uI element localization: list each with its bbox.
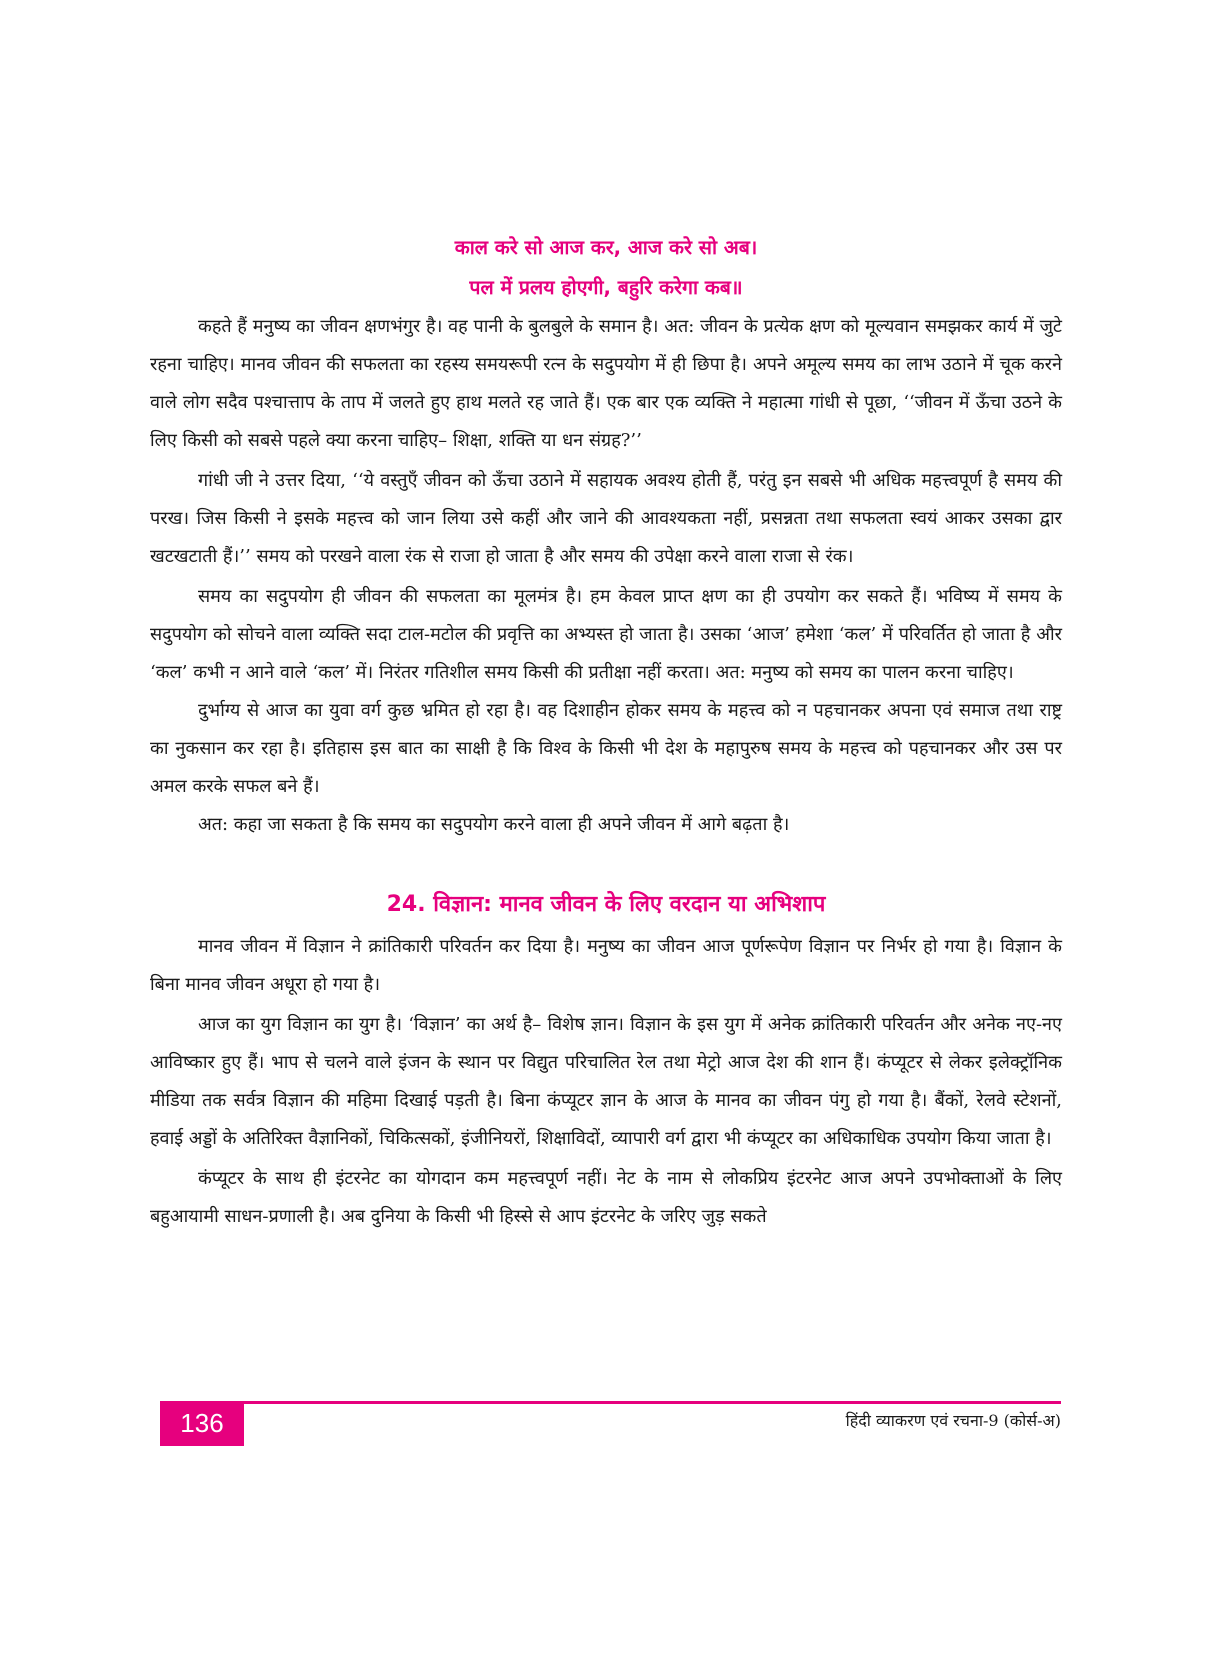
paragraph: कहते हैं मनुष्य का जीवन क्षणभंगुर है। वह पानी के बुलबुले के समान है। अत: जीवन के प्रत्येक क्षण को मूल्यवान समझकर कार्य में जुटे रहना चाहिए। मानव जीवन की सफलता का रहस्य समयरूपी रत्न के सदुपयोग में ही छिपा है। अपने अमूल्य समय का लाभ उठाने में चूक करने वाले लोग सदैव पश्चात्ताप के ताप में जलते हुए हाथ मलते रह जाते हैं। एक बार एक व्यक्ति ने महात्मा गांधी से पूछा, ‘‘जीवन में ऊँचा उठने के लिए किसी को सबसे पहले क्या करना चाहिए– शिक्षा, शक्ति या धन संग्रह?’’ bbox=[150, 316, 1062, 451]
paragraph: समय का सदुपयोग ही जीवन की सफलता का मूलमंत्र है। हम केवल प्राप्त क्षण का ही उपयोग कर सकते हैं। भविष्य में समय के सदुपयोग को सोचने वाला व्यक्ति सदा टाल-मटोल की प्रवृत्ति का अभ्यस्त हो जाता है। उसका ‘आज’ हमेशा ‘कल’ में परिवर्तित हो जाता है और ‘कल’ कभी न आने वाले ‘कल’ में। निरंतर गतिशील समय किसी की प्रतीक्षा नहीं करता। अत: मनुष्य को समय का पालन करना चाहिए। bbox=[150, 586, 1062, 683]
paragraph: मानव जीवन में विज्ञान ने क्रांतिकारी परिवर्तन कर दिया है। मनुष्य का जीवन आज पूर्णरूपेण विज्ञान पर निर्भर हो गया है। विज्ञान के बिना मानव जीवन अधूरा हो गया है। bbox=[150, 936, 1062, 995]
footer-rule bbox=[160, 1401, 1061, 1404]
couplet bbox=[150, 228, 1062, 308]
paragraph: दुर्भाग्य से आज का युवा वर्ग कुछ भ्रमित हो रहा है। वह दिशाहीन होकर समय के महत्त्व को न पहचानकर अपना एवं समाज तथा राष्ट्र का नुकसान कर रहा है। इतिहास इस बात का साक्षी है कि विश्व के किसी भी देश के महापुरुष समय के महत्त्व को पहचानकर और उस पर अमल करके सफल बने हैं। bbox=[150, 700, 1062, 797]
couplet-line-1: काल करे सो आज कर, आज करे सो अब। bbox=[454, 236, 758, 259]
section-heading: 24. विज्ञान: मानव जीवन के लिए वरदान या अभिशाप bbox=[386, 892, 826, 917]
book-title: हिंदी व्याकरण एवं रचना-9 (कोर्स-अ) bbox=[845, 1411, 1061, 1430]
page-footer bbox=[160, 1401, 1061, 1447]
paragraph: कंप्यूटर के साथ ही इंटरनेट का योगदान कम महत्त्वपूर्ण नहीं। नेट के नाम से लोकप्रिय इंटरनेट आज अपने उपभोक्ताओं के लिए बहुआयामी साधन-प्रणाली है। अब दुनिया के किसी भी हिस्से से आप इंटरनेट के जरिए जुड़ सकते bbox=[150, 1168, 1062, 1227]
essay-time bbox=[150, 308, 1062, 844]
paragraph: गांधी जी ने उत्तर दिया, ‘‘ये वस्तुएँ जीवन को ऊँचा उठाने में सहायक अवश्य होती हैं, परंतु इन सबसे भी अधिक महत्त्वपूर्ण है समय की परख। जिस किसी ने इसके महत्त्व को जान लिया उसे कहीं और जाने की आवश्यकता नहीं, प्रसन्नता तथा सफलता स्वयं आकर उसका द्वार खटखटाती हैं।’’ समय को परखने वाला रंक से राजा हो जाता है और समय की उपेक्षा करने वाला राजा से रंक। bbox=[150, 470, 1062, 567]
couplet-line-2: पल में प्रलय होएगी, बहुरि करेगा कब॥ bbox=[469, 276, 743, 299]
paragraph: आज का युग विज्ञान का युग है। ‘विज्ञान’ का अर्थ है– विशेष ज्ञान। विज्ञान के इस युग में अनेक क्रांतिकारी परिवर्तन और अनेक नए-नए आविष्कार हुए हैं। भाप से चलने वाले इंजन के स्थान पर विद्युत परिचालित रेल तथा मेट्रो आज देश की शान हैं। कंप्यूटर से लेकर इलेक्ट्रॉनिक मीडिया तक सर्वत्र विज्ञान की महिमा दिखाई पड़ती है। बिना कंप्यूटर ज्ञान के आज के मानव का जीवन पंगु हो गया है। बैंकों, रेलवे स्टेशनों, हवाई अड्डों के अतिरिक्त वैज्ञानिकों, चिकित्सकों, इंजीनियरों, शिक्षाविदों, व्यापारी वर्ग द्वारा भी कंप्यूटर का अधिकाधिक उपयोग किया जाता है। bbox=[150, 1014, 1062, 1149]
page-number: 136 bbox=[160, 1401, 244, 1446]
essay-science bbox=[150, 888, 1062, 1236]
page-content bbox=[150, 228, 1062, 1236]
paragraph: अत: कहा जा सकता है कि समय का सदुपयोग करने वाला ही अपने जीवन में आगे बढ़ता है। bbox=[198, 814, 790, 835]
